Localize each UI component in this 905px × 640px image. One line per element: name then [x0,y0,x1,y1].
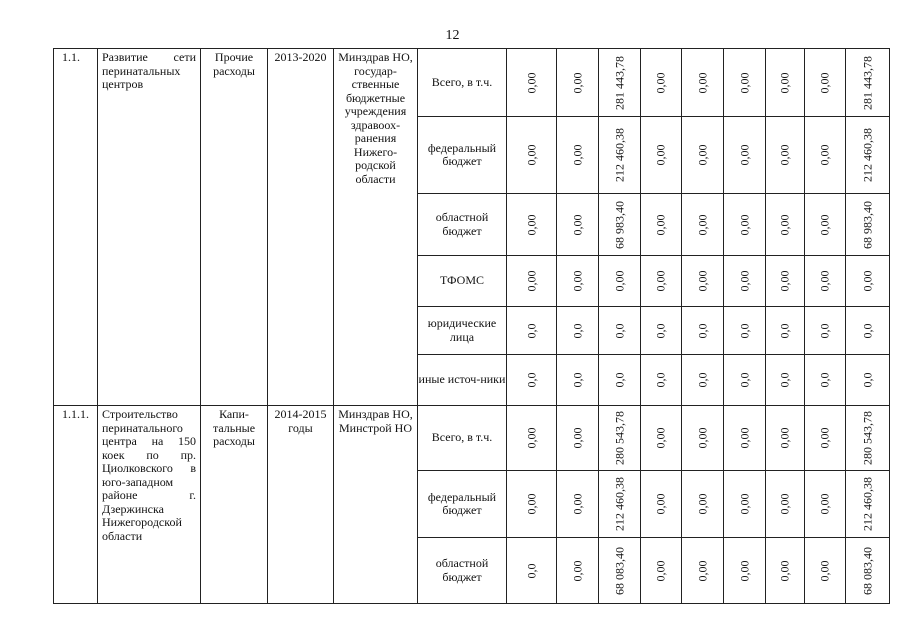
item-code: 1.1. [54,49,98,406]
amount-value: 212 460,38 [859,477,874,531]
amount-cell [641,307,682,355]
item-executor: Минздрав НО, Минстрой НО [334,406,418,604]
budget-table [53,48,890,604]
amount-value: 0,0 [523,323,538,338]
amount-value: 0,00 [653,427,668,449]
amount-value: 0,00 [569,427,584,449]
amount-value: 0,0 [859,323,874,338]
amount-value: 0,00 [653,214,668,235]
amount-cell [682,406,724,471]
amount-cell [599,256,641,307]
amount-value: 0,00 [817,560,832,581]
amount-value: 0,0 [653,372,668,388]
amount-cell [805,49,846,117]
amount-value: 0,00 [777,144,792,166]
amount-cell [766,256,805,307]
amount-value: 280 543,78 [859,411,874,465]
amount-cell [724,538,766,604]
amount-cell [805,406,846,471]
item-years: 2014-2015 годы [268,406,334,604]
funding-source: иные источ-ники [418,355,507,406]
funding-source: федеральный бюджет [418,117,507,194]
amount-cell [682,355,724,406]
table-row [54,406,890,471]
expense-type: Прочие расходы [201,49,268,406]
amount-value: 0,00 [817,214,832,235]
amount-cell [557,194,599,256]
amount-cell [846,194,890,256]
amount-cell [507,49,557,117]
amount-value: 0,0 [777,323,792,338]
amount-value: 0,00 [694,427,709,449]
amount-cell [805,256,846,307]
amount-cell [766,117,805,194]
amount-value: 0,00 [694,560,709,581]
amount-value: 0,00 [523,493,538,515]
amount-cell [766,471,805,538]
amount-value: 0,00 [694,144,709,166]
amount-cell [766,406,805,471]
amount-value: 0,00 [523,270,538,292]
funding-source: областной бюджет [418,538,507,604]
amount-cell [557,256,599,307]
amount-cell [766,355,805,406]
amount-value: 0,00 [694,214,709,235]
item-years: 2013-2020 [268,49,334,406]
amount-cell [557,49,599,117]
expense-type: Капи-тальные расходы [201,406,268,604]
amount-value: 0,00 [736,427,751,449]
amount-value: 0,00 [817,72,832,93]
amount-cell [682,471,724,538]
amount-value: 0,00 [694,270,709,292]
amount-cell [724,117,766,194]
amount-cell [557,355,599,406]
amount-value: 0,00 [611,270,626,292]
amount-value: 0,00 [523,72,538,93]
amount-cell [507,538,557,604]
amount-cell [507,307,557,355]
amount-value: 0,00 [736,214,751,235]
funding-source: федеральный бюджет [418,471,507,538]
amount-cell [507,406,557,471]
amount-cell [682,307,724,355]
funding-source: Всего, в т.ч. [418,406,507,471]
amount-cell [599,194,641,256]
amount-cell [846,355,890,406]
amount-value: 68 083,40 [859,546,874,595]
amount-cell [846,117,890,194]
amount-value: 0,00 [736,560,751,581]
amount-cell [766,307,805,355]
amount-value: 0,0 [523,563,538,578]
amount-value: 0,0 [736,372,751,388]
amount-value: 0,0 [736,323,751,338]
amount-value: 0,00 [817,144,832,166]
amount-value: 0,00 [736,493,751,515]
amount-cell [846,256,890,307]
amount-value: 0,0 [694,323,709,338]
amount-value: 68 083,40 [611,546,626,595]
amount-value: 0,00 [569,270,584,292]
amount-cell [507,355,557,406]
amount-value: 0,0 [777,372,792,388]
amount-value: 0,0 [694,372,709,388]
amount-cell [682,117,724,194]
funding-source: ТФОМС [418,256,507,307]
amount-value: 0,0 [611,323,626,338]
amount-value: 0,00 [523,214,538,235]
amount-value: 0,00 [569,560,584,581]
amount-value: 0,0 [523,372,538,388]
item-name: Строительство перинатального центра на 150 коек по пр. Циолковского в юго-западном районе г. Дзержинска Нижегородской области [98,406,201,604]
amount-value: 281 443,78 [611,55,626,110]
amount-value: 212 460,38 [611,477,626,531]
amount-cell [641,49,682,117]
amount-cell [805,538,846,604]
amount-cell [641,256,682,307]
amount-cell [724,307,766,355]
amount-value: 0,00 [736,144,751,166]
amount-value: 281 443,78 [859,55,874,110]
item-code: 1.1.1. [54,406,98,604]
amount-cell [507,194,557,256]
amount-value: 0,00 [777,72,792,93]
amount-cell [641,117,682,194]
amount-cell [599,538,641,604]
amount-cell [805,117,846,194]
table-row [54,49,890,117]
amount-cell [682,256,724,307]
amount-cell [724,471,766,538]
amount-value: 0,00 [653,144,668,166]
amount-cell [599,406,641,471]
amount-cell [641,355,682,406]
amount-cell [724,355,766,406]
amount-value: 0,0 [569,323,584,338]
amount-cell [599,49,641,117]
amount-value: 0,00 [523,144,538,166]
amount-value: 0,00 [777,560,792,581]
amount-value: 0,00 [569,72,584,93]
amount-cell [599,307,641,355]
amount-cell [805,307,846,355]
amount-value: 0,0 [653,323,668,338]
amount-value: 0,00 [653,72,668,93]
amount-cell [641,406,682,471]
item-executor: Минздрав НО, государ-ственные бюджетные учреждения здравоох-ранения Нижего-родской области [334,49,418,406]
amount-cell [557,406,599,471]
amount-cell [557,117,599,194]
amount-cell [805,194,846,256]
amount-value: 0,0 [817,323,832,338]
amount-value: 280 543,78 [611,411,626,465]
amount-cell [724,194,766,256]
amount-cell [599,355,641,406]
amount-cell [724,256,766,307]
amount-value: 0,00 [736,270,751,292]
amount-value: 212 460,38 [859,128,874,182]
amount-cell [766,538,805,604]
amount-cell [641,194,682,256]
amount-cell [846,307,890,355]
amount-cell [846,471,890,538]
amount-value: 0,0 [817,372,832,388]
funding-source: юридические лица [418,307,507,355]
amount-value: 0,00 [817,493,832,515]
amount-cell [805,471,846,538]
amount-value: 0,00 [859,270,874,292]
amount-value: 0,00 [777,493,792,515]
amount-cell [724,406,766,471]
amount-value: 0,00 [653,560,668,581]
amount-cell [557,307,599,355]
amount-value: 68 983,40 [611,200,626,249]
amount-value: 0,00 [653,493,668,515]
amount-value: 0,00 [569,214,584,235]
item-name: Развитие сети перинатальных центров [98,49,201,406]
amount-value: 0,0 [859,372,874,388]
amount-value: 0,00 [817,427,832,449]
amount-value: 0,0 [611,372,626,388]
amount-value: 0,00 [736,72,751,93]
amount-value: 0,00 [523,427,538,449]
amount-value: 0,00 [694,493,709,515]
amount-value: 0,00 [777,214,792,235]
amount-cell [507,471,557,538]
amount-value: 0,0 [569,372,584,388]
amount-cell [557,471,599,538]
amount-cell [846,538,890,604]
amount-cell [766,49,805,117]
amount-cell [557,538,599,604]
funding-source: областной бюджет [418,194,507,256]
amount-value: 68 983,40 [859,200,874,249]
funding-source: Всего, в т.ч. [418,49,507,117]
amount-cell [641,538,682,604]
amount-cell [599,117,641,194]
amount-value: 0,00 [777,270,792,292]
amount-cell [507,117,557,194]
amount-cell [766,194,805,256]
amount-value: 0,00 [817,270,832,292]
amount-value: 0,00 [694,72,709,93]
amount-value: 0,00 [777,427,792,449]
amount-cell [599,471,641,538]
amount-cell [846,49,890,117]
amount-cell [641,471,682,538]
amount-cell [805,355,846,406]
amount-cell [682,538,724,604]
amount-cell [682,49,724,117]
amount-cell [682,194,724,256]
amount-cell [724,49,766,117]
amount-value: 212 460,38 [611,128,626,182]
amount-value: 0,00 [569,144,584,166]
amount-cell [507,256,557,307]
amount-cell [846,406,890,471]
amount-value: 0,00 [569,493,584,515]
page-number: 12 [445,28,460,43]
amount-value: 0,00 [653,270,668,292]
